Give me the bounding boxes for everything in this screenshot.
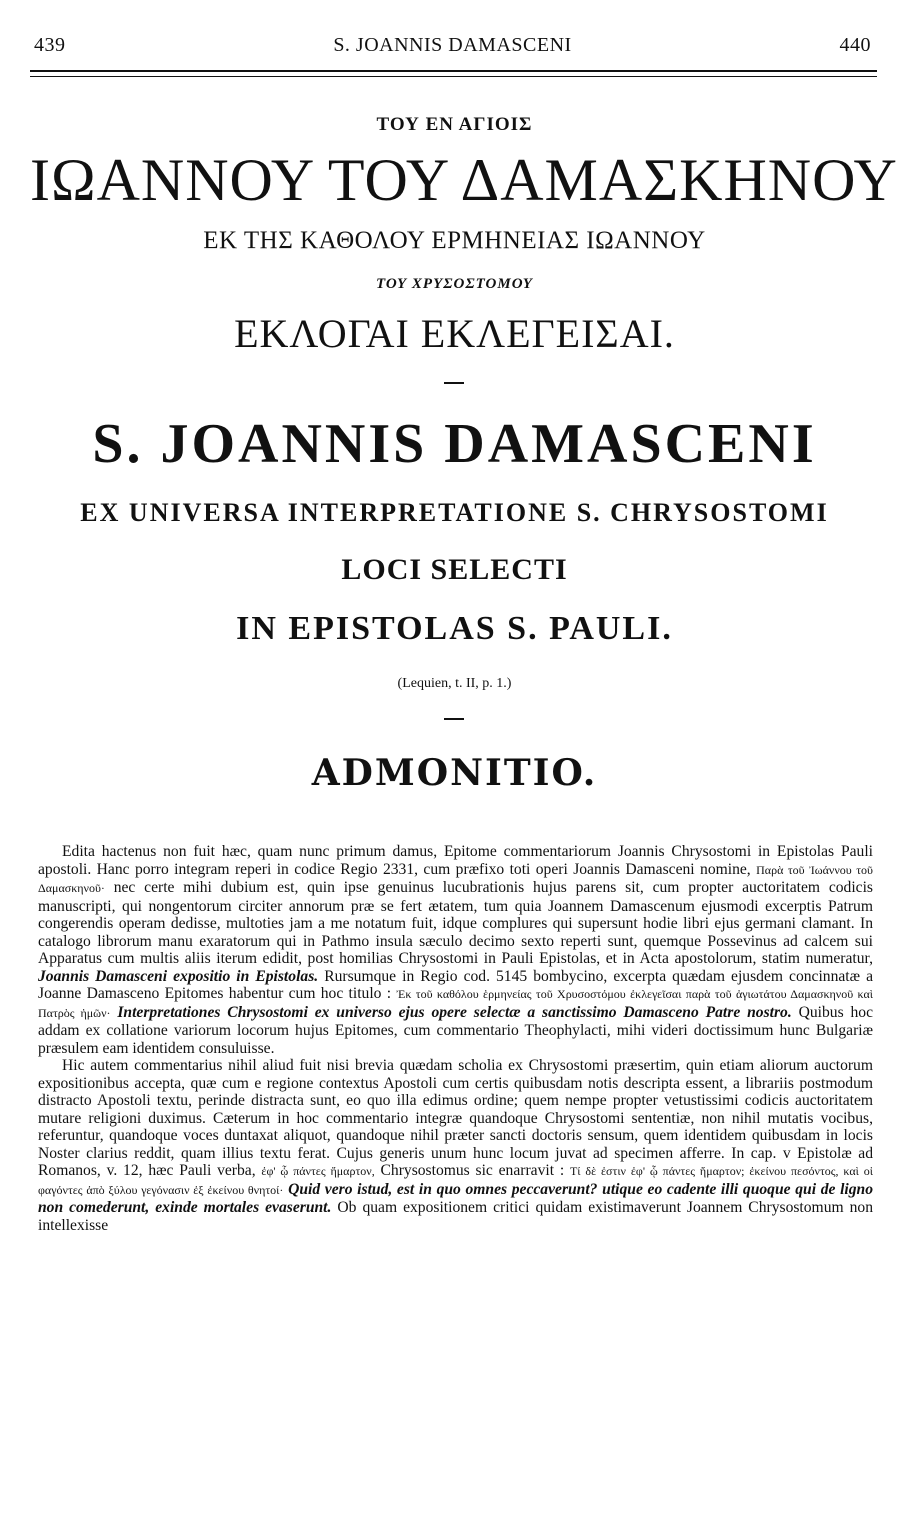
header-rule: [30, 70, 877, 77]
p2-text-a: Hic autem commentarius nihil aliud fuit nisi brevia quædam scholia ex Chrysostomi præsertim, quin etiam aliorum auctorum expositionibus accepta, quæ cum e regione contextus Apostoli cum certis quibusdam notis descripta essent, a librariis postmodum distracto Apostoli textu, perinde distracta sunt, eo quo illa edimus ordine; quem nempe propter vetustissimi codicis auctoritatem mutare religioni duximus. Cæterum in hoc commentario integræ quandoque Chrysostomi sententiæ, non nihil mutatis vocibus, referuntur, quandoque voces duntaxat aliquot, quandoque nihil præter sancti doctoris sensum, quem identidem quibusdam in locis Noster clarius reddit, quam illius textu ferat. Cujus generis unum hunc locum juvat ad specimen afferre. In cap. v Epistolæ ad Romanos, v. 12, hæc Pauli verba,: [38, 1057, 873, 1179]
source-citation: (Lequien, t. II, p. 1.): [397, 676, 512, 691]
greek-title-line-5: ΕΚΛΟΓΑΙ ΕΚΛΕΓΕΙΣΑΙ.: [234, 311, 675, 356]
p1-italic-2: Interpretationes Chrysostomi ex universo ejus opere selectæ a sanctissimo Damasceno Patre nostro.: [117, 1003, 792, 1021]
p1-greek-2: Ἐκ τοῦ καθόλου ἑρμηνείας τοῦ Χρυσοστόμου ἐκλεγεῖσαι παρὰ τοῦ ἁγιωτάτου Δαμασκηνοῦ καὶ Πατρὸς ἡμῶν·: [38, 987, 873, 1020]
paragraph-2: [38, 1057, 873, 1234]
p1-text-c: Rursumque in Regio cod. 5145 bombycino, excerpta quædam ejusdem concinnatæ a Joanne Damasceno Epitomes habentur cum hoc titulo :: [38, 967, 873, 1002]
latin-title-main: S. JOANNIS DAMASCENI: [92, 413, 817, 475]
title-divider-1: [444, 382, 464, 384]
p2-italic-1: Quid vero istud, est in quo omnes peccaverunt? utique eo cadente illi quoque qui de ligno non comederunt, exinde mortales evaserunt.: [38, 1180, 873, 1216]
running-title: S. JOANNIS DAMASCENI: [333, 34, 572, 56]
body-text: [38, 843, 873, 1234]
section-heading: ADMONITIO.: [311, 752, 598, 794]
latin-title-line-3: LOCI SELECTI: [341, 553, 568, 586]
running-head: [34, 34, 871, 64]
greek-title-line-4: ΤΟΥ ΧΡΥΣΟΣΤΟΜΟΥ: [376, 276, 533, 292]
p2-text-c: Ob quam expositionem critici quidam existimaverunt Joannem Chrysostomum non intellexisse: [38, 1199, 873, 1234]
greek-title-line-3: ΕΚ ΤΗΣ ΚΑΘΟΛΟΥ ΕΡΜΗΝΕΙΑΣ ΙΩΑΝΝΟΥ: [203, 227, 706, 254]
page-number-left: 439: [34, 34, 66, 56]
p1-text-b: nec certe mihi dubium est, quin ipse genuinus lucubrationis hujus parens sit, cum propter auctoritatem codicis manuscripti, qui nongentorum circiter annorum præ se fert ætatem, tum quia Joannem Damascenum ejusmodi excerptis Patrum congerendis operam dedisse, multoties jam a me notatum fuit, idque complures qui supersunt hodie libri ejus germani clamant. In catalogo librorum manu exaratorum qui in Pathmo insula sæculo decimo sexto reperti sunt, quemque Possevinus ad calcem sui Apparatus cum multis aliis iterum edidit, post homilias Chrysostomi in Pauli Epistolas, et in Acta apostolorum, statim numeratur,: [38, 879, 874, 967]
p2-text-b: Chrysostomus sic enarravit :: [380, 1162, 565, 1179]
greek-title-main: ΙΩΑΝΝΟΥ ΤΟΥ ΔΑΜΑΣΚΗΝΟΥ: [30, 147, 898, 213]
p1-text-a: Edita hactenus non fuit hæc, quam nunc primum damus, Epitome commentariorum Joannis Chrysostomi in Epistolas Pauli apostoli. Hanc porro integram reperi in codice Regio 2331, cum præfixo toti operi Joannis Damasceni nomine,: [38, 843, 873, 878]
page-number-right: 440: [839, 34, 871, 56]
p1-italic-1: Joannis Damasceni expositio in Epistolas.: [38, 967, 319, 985]
paragraph-1: [38, 843, 873, 1057]
latin-title-line-4: IN EPISTOLAS S. PAULI.: [236, 610, 673, 647]
greek-title-line-1: ΤΟΥ ΕΝ ΑΓΙΟΙΣ: [376, 114, 533, 135]
p1-greek-1: Παρὰ τοῦ Ἰωάννου τοῦ Δαμασκηνοῦ·: [38, 862, 873, 895]
title-divider-2: [444, 718, 464, 720]
p2-greek-2: Τί δὲ ἐστιν ἐφ' ᾧ πάντες ἥμαρτον; ἐκείνου πεσόντος, καὶ οἱ φαγόντες ἀπὸ ξύλου γεγόνασιν ἐξ ἐκείνου θνητοί·: [38, 1164, 874, 1197]
p1-text-d: Quibus hoc addam ex collatione variorum locorum hujus Epitomes, cum commentario Theophylacti, mihi videri doctissimum hunc Bulgariæ præsulem eam identidem consuluisse.: [38, 1003, 874, 1057]
p2-greek-1: ἐφ' ᾧ πάντες ἥμαρτον,: [261, 1164, 375, 1178]
latin-title-line-2: EX UNIVERSA INTERPRETATIONE S. CHRYSOSTOMI: [80, 498, 829, 527]
